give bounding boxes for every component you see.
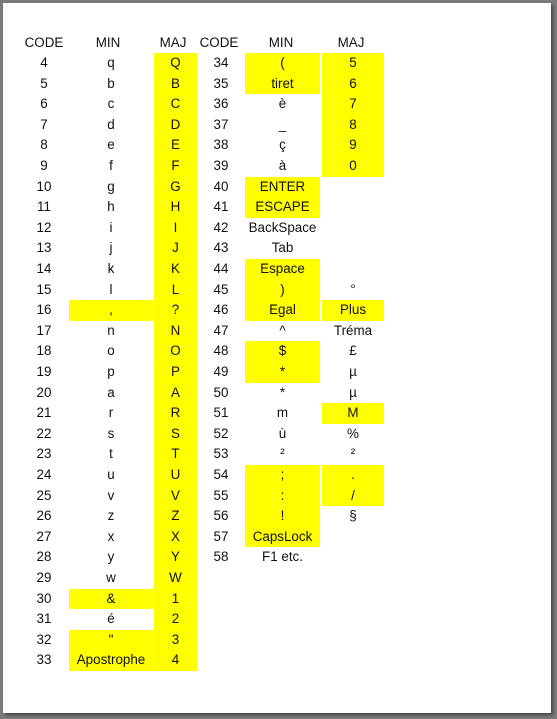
maj-cell: P bbox=[154, 362, 197, 383]
code-cell: 53 bbox=[213, 446, 229, 462]
min-cell: & bbox=[69, 589, 153, 610]
min-cell: e bbox=[107, 137, 115, 153]
code-cell: 8 bbox=[40, 137, 48, 153]
code-cell: 50 bbox=[213, 384, 229, 400]
min-cell: d bbox=[107, 116, 115, 132]
min-cell: é bbox=[107, 611, 115, 627]
min-cell: Egal bbox=[245, 300, 320, 321]
maj-cell: G bbox=[154, 177, 197, 198]
code-cell: 9 bbox=[40, 158, 48, 173]
code-cell: 35 bbox=[213, 75, 229, 91]
code-cell: 19 bbox=[36, 364, 52, 379]
maj-cell: O bbox=[154, 341, 197, 362]
code-cell: 51 bbox=[213, 405, 229, 421]
min-cell: ; bbox=[245, 465, 320, 486]
maj-cell: Plus bbox=[322, 300, 384, 321]
maj-cell: H bbox=[154, 197, 197, 218]
maj-cell bbox=[322, 547, 384, 568]
maj-cell: 6 bbox=[322, 74, 384, 95]
code-cell: 29 bbox=[36, 570, 52, 585]
maj-cell: ² bbox=[350, 446, 356, 462]
code-cell: 45 bbox=[213, 281, 229, 297]
min-cell: : bbox=[245, 486, 320, 507]
code-cell: 13 bbox=[36, 240, 52, 256]
min-cell: CapsLock bbox=[245, 527, 320, 548]
code-cell: 31 bbox=[36, 611, 52, 627]
min-cell: Apostrophe bbox=[69, 650, 153, 671]
code-cell: 11 bbox=[37, 199, 51, 215]
min-cell: w bbox=[106, 570, 116, 585]
min-cell: * bbox=[245, 362, 320, 383]
maj-cell: N bbox=[154, 321, 197, 342]
code-cell: 10 bbox=[36, 178, 52, 194]
code-cell: 27 bbox=[36, 528, 52, 544]
maj-cell: M bbox=[322, 403, 384, 424]
code-cell: 56 bbox=[213, 508, 229, 524]
min-cell: ç bbox=[279, 137, 286, 153]
maj-cell bbox=[322, 527, 384, 548]
code-cell: 38 bbox=[213, 137, 229, 153]
code-cell: 18 bbox=[36, 343, 52, 359]
min-cell: u bbox=[107, 467, 115, 482]
maj-cell: X bbox=[154, 527, 197, 548]
maj-cell: U bbox=[154, 465, 197, 486]
min-cell: a bbox=[107, 384, 115, 400]
maj-cell: C bbox=[154, 94, 197, 115]
code-cell: 39 bbox=[213, 158, 229, 173]
code-cell: 21 bbox=[36, 405, 52, 421]
code-cell: 42 bbox=[213, 219, 229, 235]
min-cell: BackSpace bbox=[248, 219, 317, 235]
code-cell: 22 bbox=[36, 425, 52, 441]
code-cell: 34 bbox=[213, 55, 229, 70]
code-cell: 54 bbox=[213, 467, 229, 482]
code-cell: 25 bbox=[36, 487, 52, 503]
maj-cell bbox=[322, 197, 384, 218]
maj-cell: 3 bbox=[154, 630, 197, 651]
code-cell: 37 bbox=[213, 116, 229, 132]
code-cell: 47 bbox=[213, 322, 229, 338]
maj-cell: Tréma bbox=[333, 322, 373, 338]
maj-cell: F bbox=[154, 156, 197, 177]
maj-cell bbox=[322, 259, 384, 280]
min-cell: l bbox=[109, 281, 113, 297]
code-cell: 43 bbox=[213, 240, 229, 256]
maj-cell: Y bbox=[154, 547, 197, 568]
code-cell: 36 bbox=[213, 96, 229, 112]
header-min-left: MIN bbox=[95, 35, 121, 50]
code-cell: 28 bbox=[36, 549, 52, 565]
maj-cell: µ bbox=[349, 384, 357, 400]
maj-cell: ? bbox=[154, 300, 197, 321]
code-cell: 32 bbox=[36, 631, 52, 647]
code-cell: 4 bbox=[40, 55, 48, 70]
code-cell: 57 bbox=[213, 528, 229, 544]
min-cell: ESCAPE bbox=[245, 197, 320, 218]
min-cell: Tab bbox=[271, 240, 294, 256]
min-cell: m bbox=[276, 405, 289, 421]
code-cell: 44 bbox=[213, 261, 229, 276]
code-cell: 48 bbox=[213, 343, 229, 359]
min-cell: t bbox=[109, 446, 113, 462]
min-cell: tiret bbox=[245, 74, 320, 95]
min-cell: f bbox=[109, 158, 113, 173]
min-cell: ² bbox=[280, 446, 285, 462]
maj-cell: B bbox=[154, 74, 197, 95]
maj-cell: Q bbox=[154, 53, 197, 74]
maj-cell: T bbox=[154, 444, 197, 465]
code-cell: 55 bbox=[213, 487, 229, 503]
min-cell: b bbox=[107, 75, 115, 91]
maj-cell: S bbox=[154, 424, 197, 445]
min-cell: y bbox=[107, 549, 115, 565]
maj-cell: Z bbox=[154, 506, 197, 527]
min-cell: z bbox=[107, 508, 115, 524]
min-cell: " bbox=[69, 630, 153, 651]
min-cell: ( bbox=[245, 53, 320, 74]
min-cell: ù bbox=[278, 425, 287, 441]
code-cell: 46 bbox=[213, 302, 229, 318]
code-cell: 16 bbox=[36, 302, 52, 318]
code-cell: 58 bbox=[213, 549, 229, 565]
code-cell: 5 bbox=[40, 75, 48, 91]
header-maj-right: MAJ bbox=[337, 35, 365, 50]
min-cell: * bbox=[279, 384, 286, 400]
maj-cell: ° bbox=[350, 281, 356, 297]
code-cell: 12 bbox=[36, 219, 52, 235]
min-cell: ! bbox=[245, 506, 320, 527]
min-cell: à bbox=[278, 158, 287, 173]
min-cell: v bbox=[107, 487, 115, 503]
maj-cell: W bbox=[154, 568, 197, 589]
code-cell: 15 bbox=[36, 281, 52, 297]
min-cell: q bbox=[107, 55, 115, 70]
min-cell: , bbox=[69, 300, 153, 321]
min-cell: g bbox=[107, 178, 115, 194]
maj-cell: L bbox=[154, 280, 197, 301]
code-cell: 14 bbox=[36, 261, 52, 276]
maj-cell: 9 bbox=[322, 135, 384, 156]
maj-cell: 2 bbox=[154, 609, 197, 630]
keycode-table bbox=[3, 3, 551, 713]
header-code-left: CODE bbox=[24, 35, 64, 50]
maj-cell: J bbox=[154, 238, 197, 259]
min-cell: c bbox=[107, 96, 115, 112]
maj-cell: A bbox=[154, 383, 197, 404]
code-cell: 41 bbox=[213, 199, 229, 215]
code-cell: 33 bbox=[36, 652, 52, 668]
code-cell: 23 bbox=[36, 446, 52, 462]
maj-cell: R bbox=[154, 403, 197, 424]
maj-cell: £ bbox=[349, 343, 357, 359]
maj-cell: D bbox=[154, 115, 197, 136]
header-min-right: MIN bbox=[268, 35, 294, 50]
min-cell: h bbox=[107, 199, 115, 215]
code-cell: 20 bbox=[36, 384, 52, 400]
min-cell: p bbox=[107, 364, 115, 379]
maj-cell: 4 bbox=[154, 650, 197, 671]
maj-cell: . bbox=[322, 465, 384, 486]
min-cell: j bbox=[109, 240, 113, 256]
min-cell: _ bbox=[278, 116, 287, 132]
code-cell: 52 bbox=[213, 425, 229, 441]
maj-cell: K bbox=[154, 259, 197, 280]
maj-cell bbox=[322, 177, 384, 198]
maj-cell: µ bbox=[349, 364, 357, 379]
maj-cell: 8 bbox=[322, 115, 384, 136]
min-cell: k bbox=[107, 261, 115, 276]
code-cell: 49 bbox=[213, 364, 229, 379]
maj-cell: I bbox=[154, 218, 197, 239]
header-maj-left: MAJ bbox=[159, 35, 187, 50]
maj-cell: § bbox=[349, 508, 357, 524]
code-cell: 40 bbox=[213, 178, 229, 194]
maj-cell: 5 bbox=[322, 53, 384, 74]
code-cell: 30 bbox=[36, 590, 52, 606]
maj-cell: % bbox=[347, 425, 359, 441]
code-cell: 26 bbox=[36, 508, 52, 524]
maj-cell: V bbox=[154, 486, 197, 507]
maj-cell: E bbox=[154, 135, 197, 156]
code-cell: 7 bbox=[40, 116, 48, 132]
min-cell: ^ bbox=[279, 322, 286, 338]
code-cell: 6 bbox=[40, 96, 48, 112]
min-cell: x bbox=[107, 528, 115, 544]
min-cell: n bbox=[107, 322, 115, 338]
min-cell: è bbox=[278, 96, 287, 112]
code-cell: 24 bbox=[36, 467, 52, 482]
maj-cell: 1 bbox=[154, 589, 197, 610]
min-cell: ENTER bbox=[245, 177, 320, 198]
min-cell: s bbox=[107, 425, 115, 441]
min-cell: o bbox=[107, 343, 115, 359]
min-cell: Espace bbox=[245, 259, 320, 280]
min-cell: ) bbox=[245, 280, 320, 301]
header-code-right: CODE bbox=[199, 35, 239, 50]
document-page bbox=[3, 3, 551, 713]
min-cell: F1 etc. bbox=[262, 549, 303, 565]
maj-cell: / bbox=[322, 486, 384, 507]
maj-cell: 7 bbox=[322, 94, 384, 115]
code-cell: 17 bbox=[36, 322, 52, 338]
min-cell: r bbox=[108, 405, 114, 421]
min-cell: i bbox=[109, 219, 113, 235]
maj-cell: 0 bbox=[322, 156, 384, 177]
min-cell: $ bbox=[245, 341, 320, 362]
maj-cell bbox=[322, 238, 384, 259]
maj-cell bbox=[322, 218, 384, 239]
